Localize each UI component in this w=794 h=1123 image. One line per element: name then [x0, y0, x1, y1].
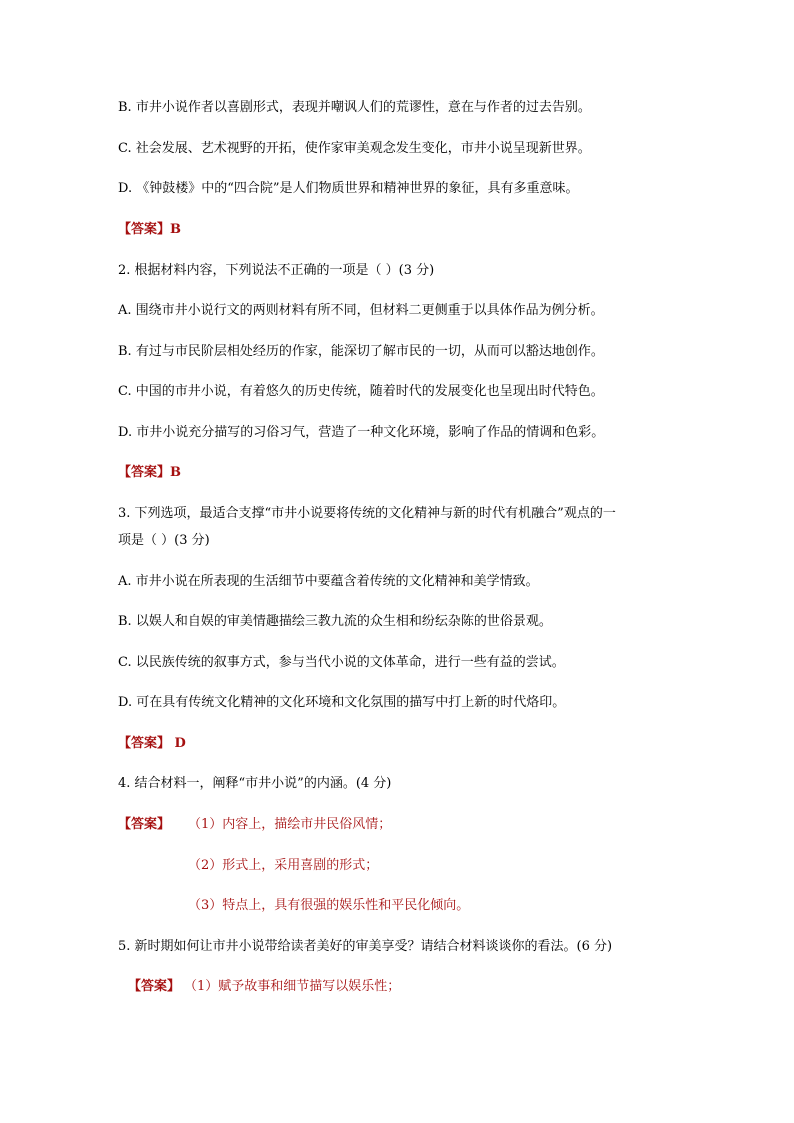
q3-option-b: B. 以娱人和自娱的审美情趣描绘三教九流的众生相和纷纭杂陈的世俗景观。	[118, 614, 552, 629]
q2-stem: 2. 根据材料内容，下列说法不正确的一项是（ ）(3 分)	[118, 263, 435, 278]
q2-option-b: B. 有过与市民阶层相处经历的作家，能深切了解市民的一切，从而可以豁达地创作。	[118, 344, 604, 359]
q2-option-c: C. 中国的市井小说，有着悠久的历史传统，随着时代的发展变化也呈现出时代特色。	[118, 384, 604, 399]
q1-answer-label: 【答案】	[118, 222, 171, 237]
q4-stem: 4. 结合材料一，阐释“市井小说”的内涵。(4 分)	[118, 776, 392, 791]
q1-answer	[118, 218, 181, 237]
q5-stem: 5. 新时期如何让市井小说带给读者美好的审美享受？请结合材料谈谈你的看法。(6 分)	[118, 939, 613, 954]
q3-answer	[118, 732, 186, 751]
q5-answer-label: 【答案】	[128, 979, 181, 994]
q1-option-b: B. 市井小说作者以喜剧形式，表现并嘲讽人们的荒谬性，意在与作者的过去告别。	[118, 100, 591, 115]
q1-answer-value: B	[170, 222, 182, 237]
q3-option-c: C. 以民族传统的叙事方式，参与当代小说的文体革命，进行一些有益的尝试。	[118, 655, 565, 670]
q3-answer-label: 【答案】	[118, 736, 171, 751]
q3-stem-line1: 3. 下列选项，最适合支撑“市井小说要将传统的文化精神与新的时代有机融合”观点的一	[118, 506, 616, 521]
q4-answer-point-1: （1）内容上，描绘市井民俗风情；	[188, 817, 392, 832]
q3-stem-line2: 项是（ ）(3 分)	[118, 533, 210, 548]
q4-answer-point-3: （3）特点上，具有很强的娱乐性和平民化倾向。	[188, 898, 470, 913]
q3-option-a: A. 市井小说在所表现的生活细节中要蕴含着传统的文化精神和美学情致。	[118, 574, 539, 589]
q2-answer-value: B	[170, 465, 182, 480]
q1-option-c: C. 社会发展、艺术视野的开拓，使作家审美观念发生变化，市井小说呈现新世界。	[118, 141, 591, 156]
q3-answer-value: D	[174, 736, 186, 751]
q4-answer-point-2: （2）形式上，采用喜剧的形式；	[188, 858, 379, 873]
q1-option-d: D. 《钟鼓楼》中的“四合院”是人们物质世界和精神世界的象征，具有多重意味。	[118, 181, 579, 196]
q2-answer-label: 【答案】	[118, 465, 171, 480]
q5-answer-point-1: （1）赋予故事和细节描写以娱乐性；	[184, 979, 401, 994]
q2-answer	[118, 461, 181, 480]
q4-answer-label: 【答案】	[118, 817, 171, 832]
q2-option-a: A. 围绕市井小说行文的两则材料有所不同，但材料二更侧重于以具体作品为例分析。	[118, 303, 604, 318]
q2-option-d: D. 市井小说充分描写的习俗习气，营造了一种文化环境，影响了作品的情调和色彩。	[118, 425, 605, 440]
q3-option-d: D. 可在具有传统文化精神的文化环境和文化氛围的描写中打上新的时代烙印。	[118, 695, 566, 710]
